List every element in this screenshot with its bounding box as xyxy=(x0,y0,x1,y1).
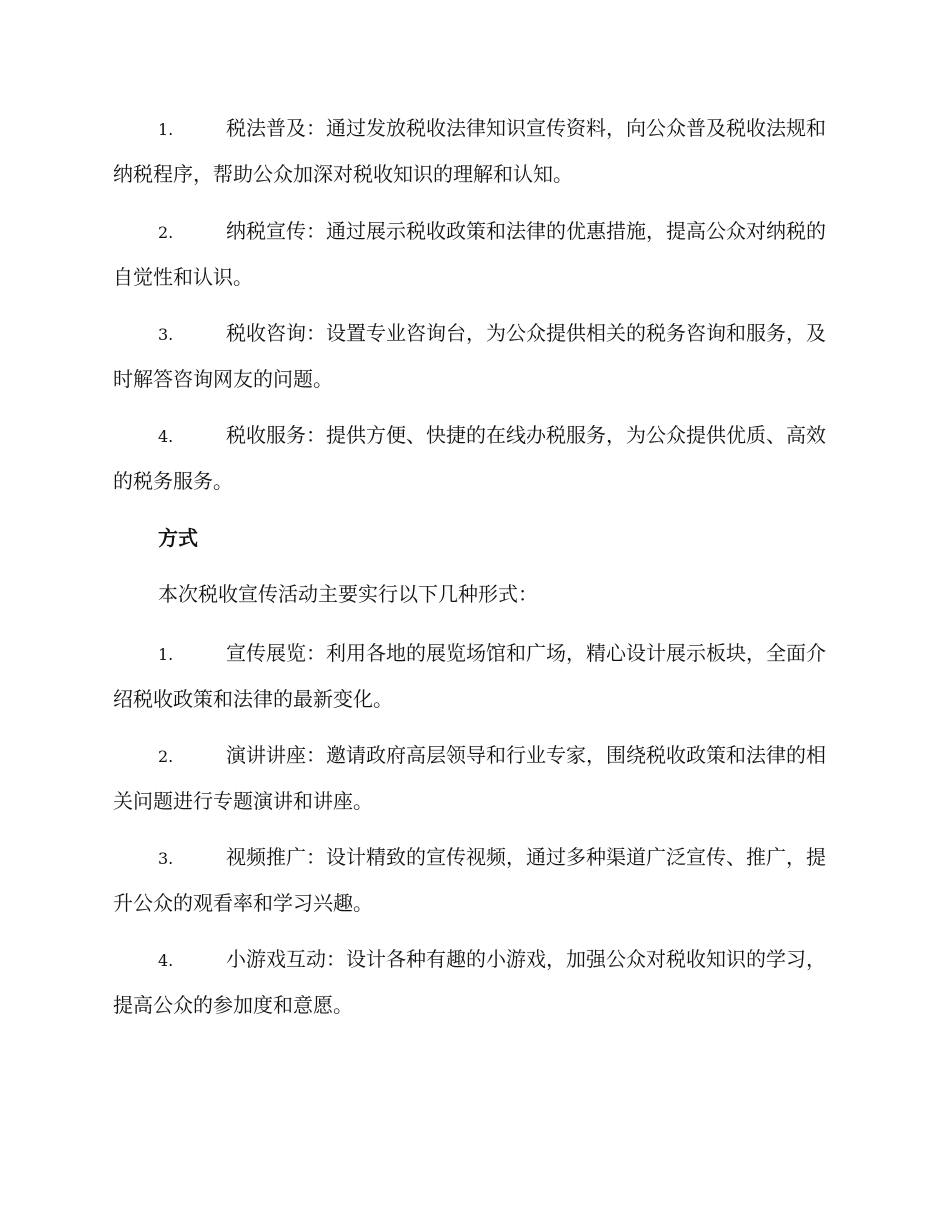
method-item-4 xyxy=(113,937,838,1028)
item-text: 税收咨询：设置专业咨询台，为公众提供相关的税务咨询和服务，及时解答咨询网友的问题。 xyxy=(113,321,826,391)
item-number: 1. xyxy=(158,645,174,664)
item-number: 3. xyxy=(158,325,174,344)
item-text: 小游戏互动：设计各种有趣的小游戏，加强公众对税收知识的学习，提高公众的参加度和意愿。 xyxy=(113,947,826,1017)
method-item-3 xyxy=(113,835,838,926)
item-text: 宣传展览：利用各地的展览场馆和广场，精心设计展示板块，全面介绍税收政策和法律的最新变化。 xyxy=(113,641,826,711)
item-number: 2. xyxy=(158,223,174,242)
purpose-item-2 xyxy=(113,209,838,300)
item-text: 视频推广：设计精致的宣传视频，通过多种渠道广泛宣传、推广，提升公众的观看率和学习兴趣。 xyxy=(113,845,826,915)
item-number: 4. xyxy=(158,951,174,970)
section-heading: 方式 xyxy=(158,526,198,550)
method-item-1 xyxy=(113,631,838,722)
method-item-2 xyxy=(113,733,838,824)
item-text: 税法普及：通过发放税收法律知识宣传资料，向公众普及税收法规和纳税程序，帮助公众加深对税收知识的理解和认知。 xyxy=(113,116,826,186)
purpose-item-1 xyxy=(113,106,838,197)
item-number: 4. xyxy=(158,427,174,446)
item-number: 3. xyxy=(158,849,174,868)
item-number: 2. xyxy=(158,747,174,766)
purpose-item-3 xyxy=(113,311,838,402)
item-text: 税收服务：提供方便、快捷的在线办税服务，为公众提供优质、高效的税务服务。 xyxy=(113,423,826,493)
item-text: 纳税宣传：通过展示税收政策和法律的优惠措施，提高公众对纳税的自觉性和认识。 xyxy=(113,219,826,289)
item-text: 演讲讲座：邀请政府高层领导和行业专家，围绕税收政策和法律的相关问题进行专题演讲和讲座。 xyxy=(113,743,826,813)
item-number: 1. xyxy=(158,120,174,139)
purpose-item-4 xyxy=(113,413,838,504)
intro-paragraph: 本次税收宣传活动主要实行以下几种形式： xyxy=(158,582,538,606)
